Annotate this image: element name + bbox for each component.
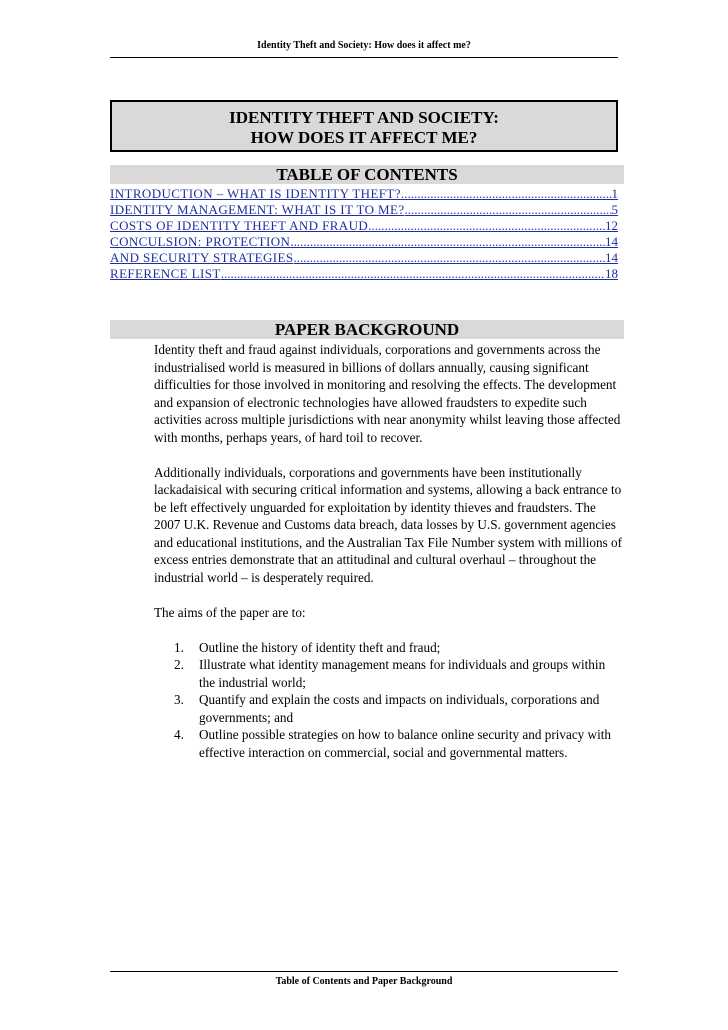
aim-number: 3. (174, 692, 184, 707)
aims-list-item (154, 656, 624, 691)
toc-entry-title: IDENTITY MANAGEMENT: WHAT IS IT TO ME? (110, 202, 405, 217)
toc-entry-title: REFERENCE LIST (110, 266, 221, 281)
toc-entry-identity-management[interactable] (110, 202, 618, 218)
toc-leader-dots (405, 202, 612, 218)
aim-text: Quantify and explain the costs and impacts on individuals, corporations and governments; and (199, 692, 600, 725)
toc-leader-dots (221, 266, 605, 282)
toc-leader-dots (401, 186, 612, 202)
aim-text: Outline possible strategies on how to balance online security and privacy with effective interaction on commercial, social and governmental matters. (199, 727, 612, 760)
document-title-line-1: IDENTITY THEFT AND SOCIETY: (229, 108, 499, 127)
page-header (110, 39, 618, 58)
toc-entry-title: CONCULSION: PROTECTION (110, 234, 291, 249)
background-body (154, 341, 624, 761)
toc-leader-dots (294, 250, 605, 266)
aims-list (154, 639, 624, 762)
toc-entry-introduction[interactable] (110, 186, 618, 202)
toc-entry-page: 18 (605, 266, 618, 281)
toc-entry-page: 14 (605, 250, 618, 265)
aims-intro: The aims of the paper are to: (154, 604, 306, 620)
toc-entry-page: 14 (605, 234, 618, 249)
header-text: Identity Theft and Society: How does it affect me? (257, 40, 471, 51)
toc-leader-dots (368, 218, 605, 234)
aim-number: 1. (174, 639, 184, 655)
toc-entry-title: AND SECURITY STRATEGIES (110, 250, 294, 265)
toc-entry-conclusion[interactable] (110, 234, 618, 250)
aim-text: Illustrate what identity management means for individuals and groups within the industrial world; (199, 657, 606, 690)
toc-entry-costs[interactable] (110, 218, 618, 234)
toc-heading: TABLE OF CONTENTS (110, 165, 624, 184)
toc-entry-title: INTRODUCTION – WHAT IS IDENTITY THEFT? (110, 186, 401, 201)
toc-list (110, 186, 618, 282)
toc-entry-page: 1 (611, 186, 618, 201)
footer-text: Table of Contents and Paper Background (275, 976, 453, 987)
toc-entry-security-strategies[interactable] (110, 250, 618, 266)
page-footer (110, 971, 618, 991)
toc-entry-reference-list[interactable] (110, 266, 618, 282)
aims-list-item (154, 691, 624, 726)
background-heading: PAPER BACKGROUND (110, 320, 624, 339)
aim-number: 2. (174, 657, 184, 672)
aims-list-item (154, 726, 624, 761)
toc-entry-page: 12 (605, 218, 618, 233)
document-title-line-2: HOW DOES IT AFFECT ME? (250, 128, 478, 147)
document-title-box (110, 100, 618, 152)
background-paragraph-2: Additionally individuals, corporations and governments have been institutionally lackadaisical with securing critical information and systems, allowing a back entrance to be left effectively unguarded for exploitation by identity thieves and fraudsters. The 2007 U.K. Revenue and Customs data breach, data losses by U.S. government agencies and educational institutions, and the Australian Tax File Number system with millions of excess entries demonstrate that an attitudinal and cultural overhaul – throughout the industrial world – is desperately required. (154, 464, 623, 585)
toc-entry-title: COSTS OF IDENTITY THEFT AND FRAUD (110, 218, 369, 233)
aim-number: 4. (174, 727, 184, 742)
background-paragraph-1: Identity theft and fraud against individuals, corporations and governments across the industrialised world is measured in billions of dollars annually, causing significant difficulties for those involved in monitoring and resolving the effects. The development and expansion of electronic technologies have allowed fraudsters to expedite such activities across multiple jurisdictions with near anonymity whilst leaving those affected with months, perhaps years, of hard toil to recover. (154, 342, 621, 445)
toc-entry-page: 5 (611, 202, 618, 217)
toc-leader-dots (290, 234, 605, 250)
aims-list-item (154, 639, 624, 657)
aim-text: Outline the history of identity theft and fraud; (199, 639, 441, 655)
